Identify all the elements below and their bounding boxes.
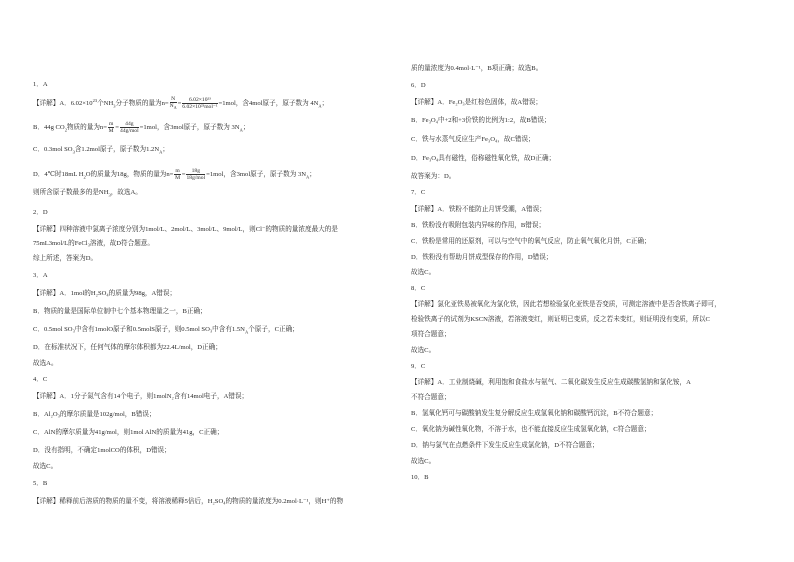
explanation-1-c: C．0.3mol $SO_3$含1.2mol原子，原子数为$1.2N_A$； (33, 146, 169, 155)
explanation-8-b: 检验铁离子的试剂为KSCN溶液，若溶液变红，则证明已变质，反之若未变红，则证明没有变质，所以C (411, 316, 710, 323)
explanation-5-b: 质的量浓度为0.4mol·L⁻¹，B项正确；故选B。 (411, 65, 543, 72)
explanation-1-b: B．44g $CO_2$物质的量为n= $\frac{m}{M}$ = $\frac{44g}{\text{44g/mol}}$ =1mol，含3mol原子，原子数为 $3N_A$； (33, 121, 250, 134)
explanation-3-d: D．在标准状况下，任何气体的摩尔体积都为22.4L/mol，D正确； (33, 344, 222, 351)
explanation-7-d: D．铁粉没有帮助月饼成型保存的作用，D错误； (411, 254, 553, 261)
conclusion-1: 则所含原子数最多的是$NH_3$，故选A。 (33, 189, 142, 198)
explanation-4-d: D．没有指明，不确定1molCO的体积，D错误； (33, 447, 171, 454)
fraction: $\frac{m}{M}$ (175, 168, 181, 181)
explanation-1-d: D．4℃时18mL $H_2O$的质量为18g，物质的量为n= $\frac{m}{M}$ = $\frac{18g}{\text{18g/mol}}$ =1mol，含3mol原子，原子数为 $3N_A$； (33, 168, 316, 181)
explanation-9-a: 【详解】A．工业制烧碱，利用饱和食盐水与氨气、二氧化碳发生反应生成碳酸氢钠和氯化铵，A (411, 379, 691, 386)
answer-9: 9．C (411, 363, 426, 370)
explanation-9-d: D．钠与氯气在点燃条件下发生反应生成氯化钠，D不符合题意； (411, 442, 599, 449)
answer-10: 10．B (411, 474, 429, 481)
fraction: $\frac{44g}{\text{44g/mol}}$ (120, 121, 139, 134)
conclusion-6: 故答案为：D。 (411, 173, 456, 180)
explanation-5-a: 【详解】稀释前后溶质的物质的量不变，将溶液稀释5倍后，H₂SO₄的物质的量浓度为0.2mol·L⁻¹，则H⁺的物 (33, 498, 344, 505)
explanation-6-c: C．铁与水蒸气反应生产Fe₃O₄，故C错误； (411, 136, 535, 143)
explanation-8-a: 【详解】氯化亚铁易被氧化为氯化铁，因此若想检验氯化亚铁是否变质，可测定溶液中是否含铁离子即可， (411, 301, 721, 308)
answer-5: 5．B (33, 480, 48, 487)
explanation-3-c: C．0.5mol SO₃中含有1molO原子和0.5molS原子，则0.5mol SO₃中含有$1.5N_A$个原子，C正确； (33, 326, 299, 335)
explanation-2-a: 【详解】四种溶液中氯离子浓度分别为1mol/L、2mol/L、3mol/L、9mol/L，则Cl⁻的物质的量浓度最大的是 (33, 226, 338, 233)
conclusion-9: 故选C。 (411, 458, 436, 465)
answer-1: 1．A (33, 81, 48, 88)
explanation-9-a-cont: 不符合题意； (411, 394, 451, 401)
explanation-6-b: B．Fe₃O₄中+2和+3价铁的比例为1:2，故B错误； (411, 117, 551, 124)
answer-4: 4．C (33, 376, 48, 383)
answer-8: 8．C (411, 285, 426, 292)
answer-3: 3．A (33, 272, 48, 279)
explanation-4-a: 【详解】A．1分子氮气含有14个电子，则1molN₂含有14mol电子，A错误； (33, 393, 249, 400)
conclusion-7: 故选C。 (411, 269, 436, 276)
conclusion-2: 综上所述，答案为D。 (33, 255, 98, 262)
explanation-6-a: 【详解】A．Fe₂O₃是红棕色固体，故A错误； (411, 99, 542, 106)
explanation-9-b: B．氢氧化钙可与碳酸钠发生复分解反应生成氢氧化钠和碳酸钙沉淀，B不符合题意； (411, 410, 658, 417)
explanation-4-b: B．Al₂O₃的摩尔质量是102g/mol，B错误； (33, 411, 156, 418)
explanation-2-b: 75mL3mol/L的FeCl₃溶液，故D符合题意。 (33, 240, 154, 247)
fraction: $\frac{m}{M}$ (108, 121, 114, 134)
explanation-7-a: 【详解】A．铁粉不能防止月饼受潮，A错误； (411, 206, 546, 213)
answer-6: 6．D (411, 82, 426, 89)
explanation-6-d: D．Fe₃O₄具有磁性，俗称磁性氧化铁，故D正确； (411, 155, 556, 162)
explanation-7-c: C．铁粉是常用的还原剂，可以与空气中的氧气反应，防止氧气氧化月饼，C正确； (411, 238, 651, 245)
conclusion-4: 故选C。 (33, 463, 58, 470)
fraction: $\frac{\text{6.02×10²³}}{\text{6.02×10²³mol⁻¹}}$ (182, 97, 218, 111)
explanation-4-c: C．AlN的摩尔质量为41g/mol，则1mol AlN的质量为41g，C正确； (33, 429, 224, 436)
explanation-3-a: 【详解】A．1mol的H₂SO₄的质量为98g，A错误； (33, 290, 177, 297)
answer-7: 7．C (411, 189, 426, 196)
explanation-8-c: 项符合题意； (411, 331, 451, 338)
conclusion-3: 故选A。 (33, 360, 58, 367)
fraction: $\frac{18g}{\text{18g/mol}}$ (186, 168, 206, 181)
explanation-7-b: B．铁粉没有吸附包装内异味的作用，B错误； (411, 222, 546, 229)
conclusion-8: 故选C。 (411, 347, 436, 354)
explanation-1-a: 【详解】A．$6.02\times 10^{23}$个$NH_3$分子物质的量为n= $\frac{N}{N_A}$ = $\frac{\text{6.02×10²³}}{\text{6.02×10²³mol⁻¹}}$ =1mol，含4mol原子，原子数为 $4N_A$； (33, 96, 329, 111)
explanation-9-c: C．氧化钠为碱性氧化物，不溶于水，也不能直接反应生成氢氧化钠，C符合题意； (411, 426, 651, 433)
answer-2: 2．D (33, 209, 48, 216)
fraction: $\frac{N}{N_A}$ (169, 96, 177, 111)
explanation-3-b: B．物质的量是国际单位制中七个基本物理量之一，B正确； (33, 308, 207, 315)
